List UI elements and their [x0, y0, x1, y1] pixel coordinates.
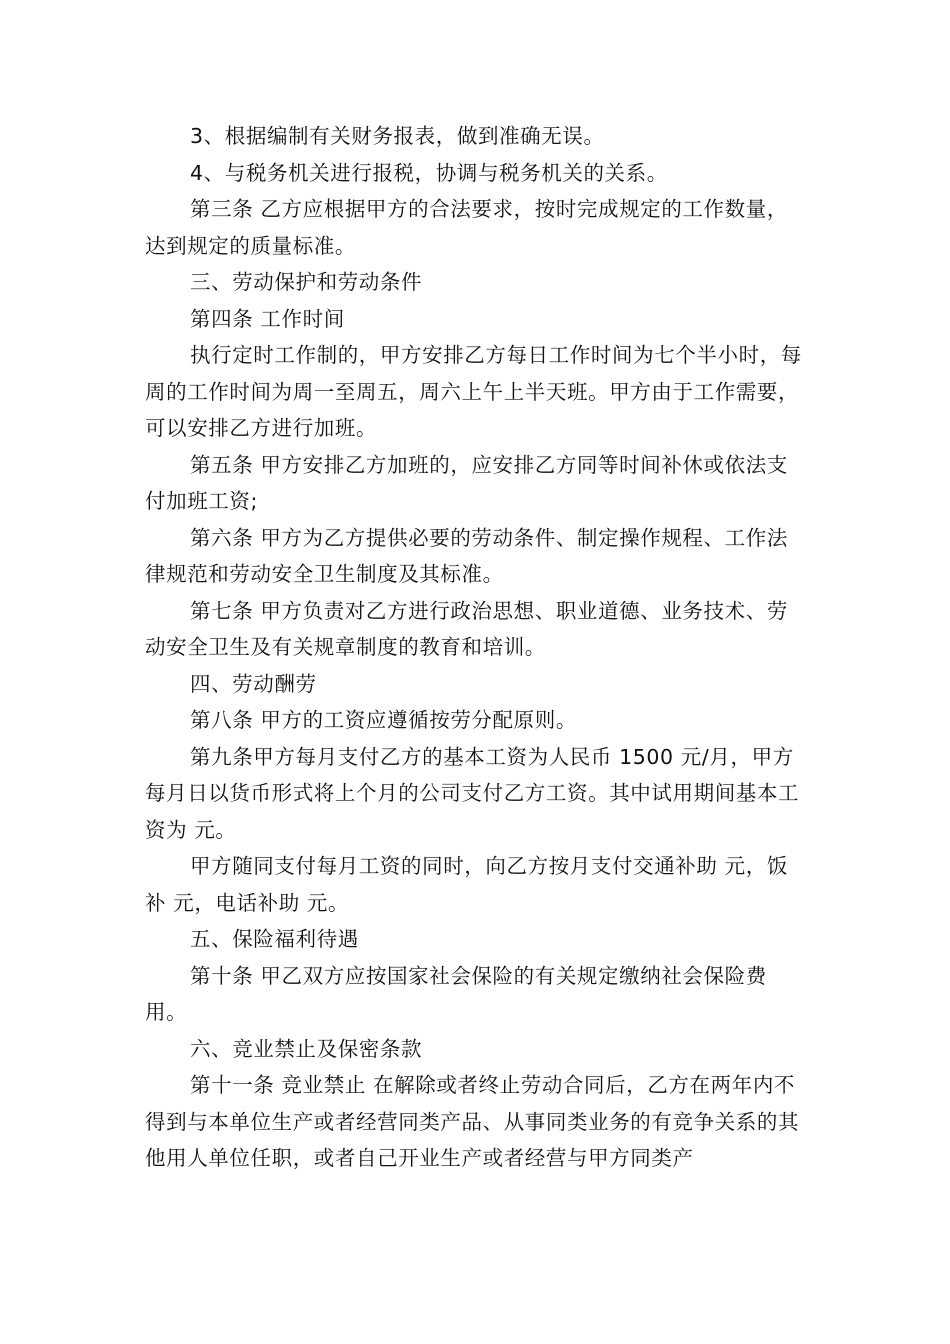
article-5-paragraph: 第五条 甲方安排乙方加班的，应安排乙方同等时间补休或依法支付加班工资;: [145, 452, 788, 513]
paragraph-item-3: 3、根据编制有关财务报表，做到准确无误。: [190, 124, 605, 148]
article-9-paragraph: 第九条甲方每月支付乙方的基本工资为人民币 1500 元/月，甲方每月日以货币形式将上个月的公司支付乙方工资。其中试用期间基本工资为 元。: [145, 744, 800, 842]
document-body: [145, 118, 805, 1177]
allowance-paragraph: 甲方随同支付每月工资的同时，向乙方按月支付交通补助 元，饭补 元，电话补助 元。: [145, 854, 788, 915]
section-heading-non-compete: 六、竞业禁止及保密条款: [190, 1036, 423, 1061]
working-hours-paragraph: 执行定时工作制的，甲方安排乙方每日工作时间为七个半小时，每周的工作时间为周一至周五，周六上午上半天班。甲方由于工作需要，可以安排乙方进行加班。: [145, 343, 802, 440]
article-11-paragraph: 第十一条 竞业禁止 在解除或者终止劳动合同后，乙方在两年内不得到与本单位生产或者经营同类产品、从事同类业务的有竞争关系的其他用人单位任职，或者自己开业生产或者经营与甲方同类产: [145, 1073, 800, 1170]
article-4-heading: 第四条 工作时间: [190, 306, 345, 331]
article-3-paragraph: 第三条 乙方应根据甲方的合法要求，按时完成规定的工作数量，达到规定的质量标准。: [145, 197, 788, 258]
section-heading-insurance: 五、保险福利待遇: [190, 927, 359, 951]
article-7-paragraph: 第七条 甲方负责对乙方进行政治思想、职业道德、业务技术、劳动安全卫生及有关规章制度的教育和培训。: [145, 598, 788, 659]
article-6-paragraph: 第六条 甲方为乙方提供必要的劳动条件、制定操作规程、工作法律规范和劳动安全卫生制度及其标准。: [145, 525, 788, 586]
section-heading-remuneration: 四、劳动酬劳: [190, 671, 317, 696]
article-10-paragraph: 第十条 甲乙双方应按国家社会保险的有关规定缴纳社会保险费用。: [145, 963, 767, 1024]
section-heading-labor-protection: 三、劳动保护和劳动条件: [190, 270, 423, 294]
paragraph-item-4: 4、与税务机关进行报税，协调与税务机关的关系。: [190, 160, 668, 185]
article-8-paragraph: 第八条 甲方的工资应遵循按劳分配原则。: [190, 708, 577, 732]
